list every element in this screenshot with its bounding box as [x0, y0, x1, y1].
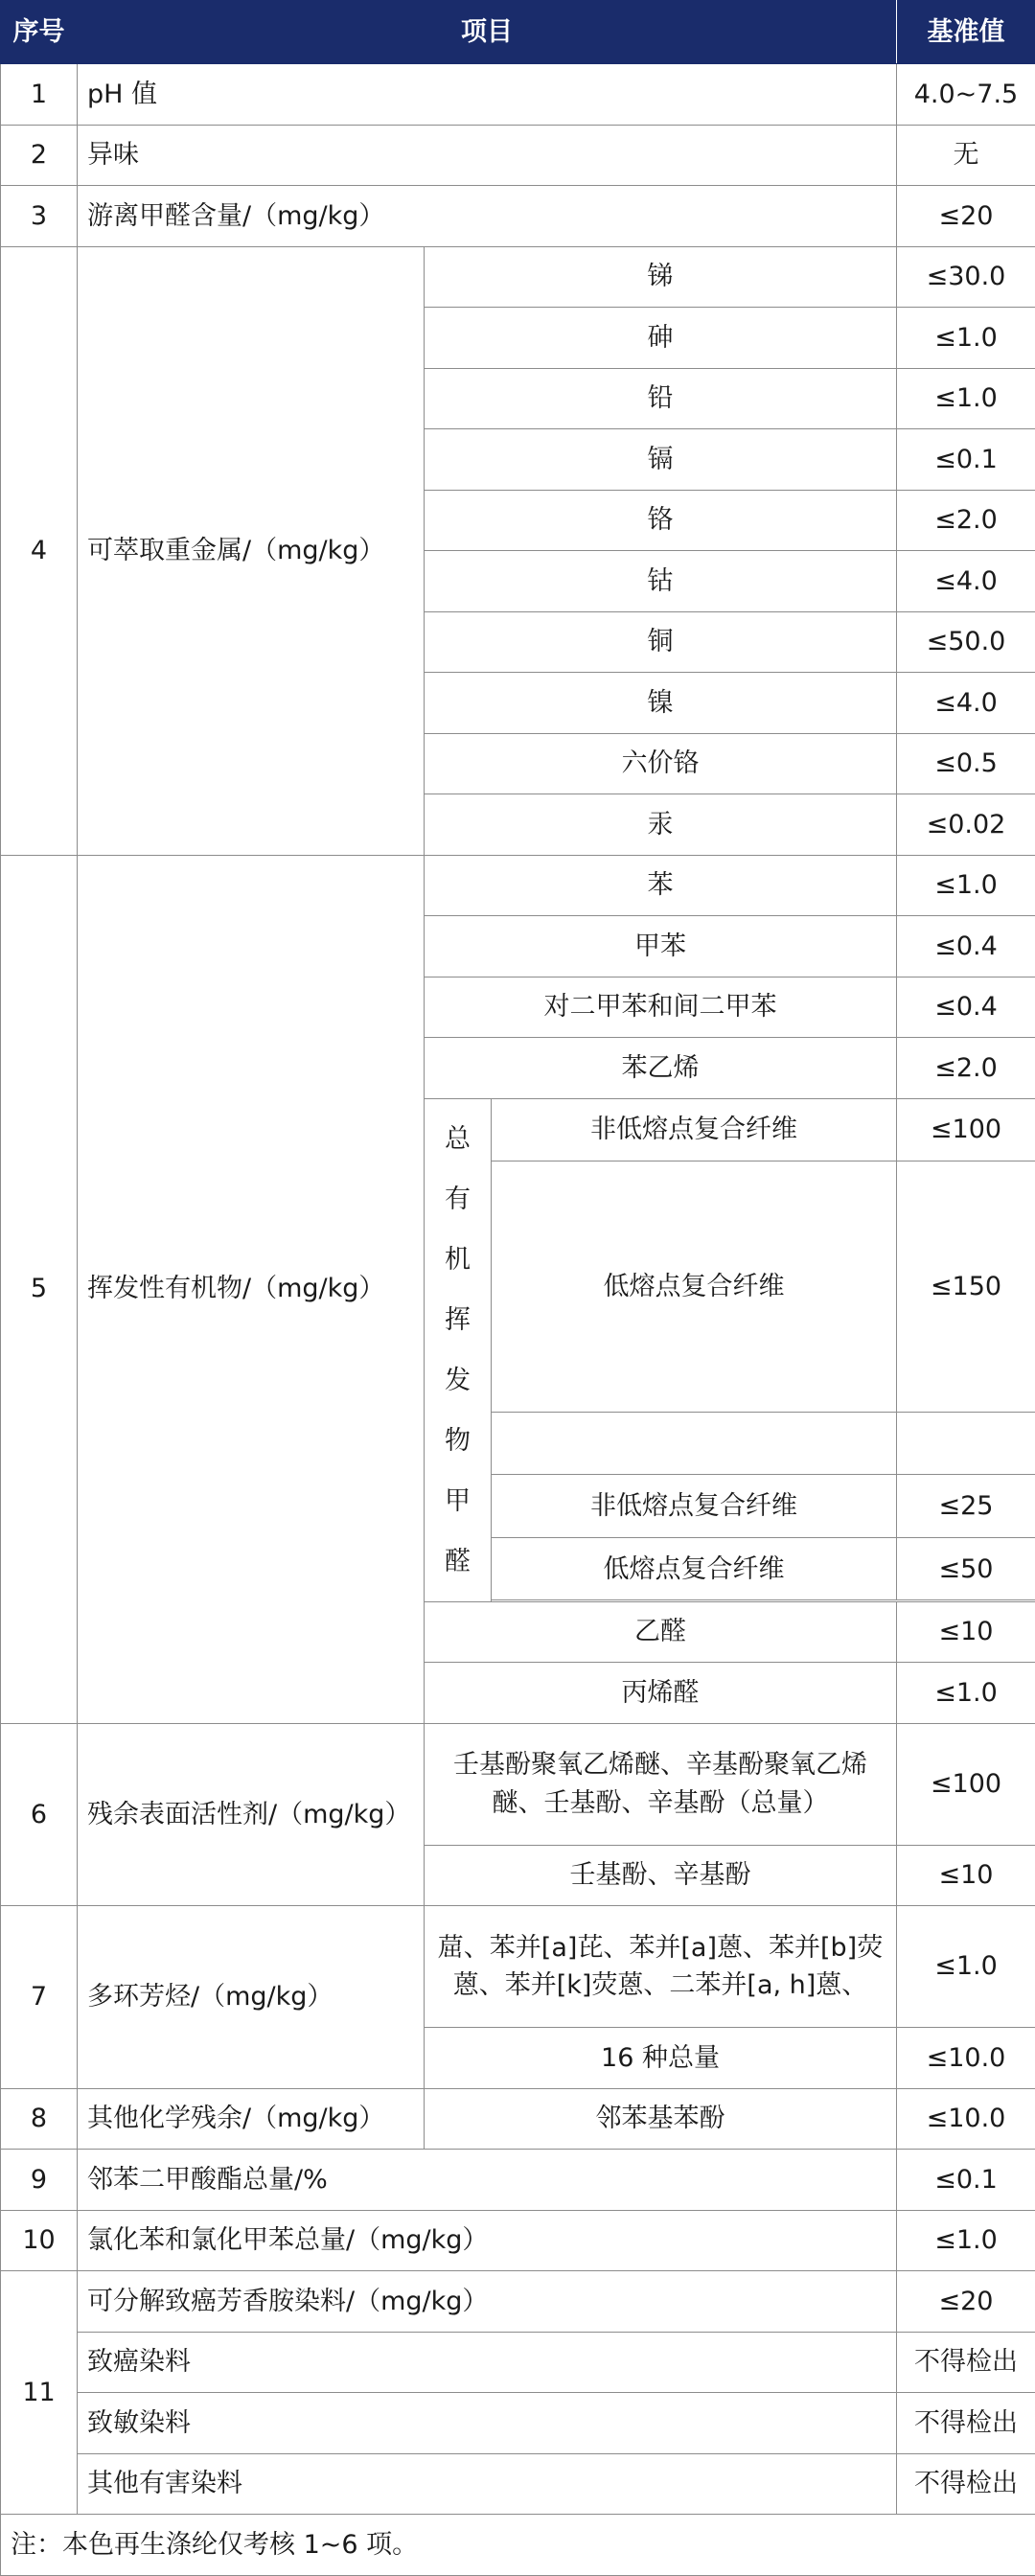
row-no: 4	[1, 246, 78, 855]
group-char: 有	[434, 1169, 481, 1230]
row-no: 6	[1, 1723, 78, 1906]
table-row	[1, 2271, 1035, 2333]
group-char: 挥	[434, 1290, 481, 1350]
sub-item-multiline	[425, 1723, 897, 1845]
row-item: 多环芳烃/（mg/kg）	[78, 1906, 425, 2089]
sub-value: ≤2.0	[897, 490, 1035, 551]
sub-item: 致敏染料	[78, 2393, 897, 2454]
row-no: 5	[1, 855, 78, 1723]
sub-item-line: 壬基酚聚氧乙烯醚、辛基酚聚氧乙烯	[434, 1746, 886, 1783]
group-char: 物	[434, 1411, 481, 1471]
sub-item: 丙烯醛	[425, 1663, 897, 1724]
sub-value: ≤20	[897, 2271, 1035, 2333]
row-item: 可萃取重金属/（mg/kg）	[78, 246, 425, 855]
row-value: 4.0~7.5	[897, 64, 1035, 126]
sub-value: 不得检出	[897, 2332, 1035, 2393]
sub-item: 铜	[425, 611, 897, 673]
row-item: 其他化学残余/（mg/kg）	[78, 2088, 425, 2150]
sub-item: 镉	[425, 429, 897, 491]
table-row	[1, 246, 1035, 308]
row-item: 挥发性有机物/（mg/kg）	[78, 855, 425, 1723]
row-item: 氯化苯和氯化甲苯总量/（mg/kg）	[78, 2210, 897, 2271]
sub-value: ≤100	[897, 1098, 1035, 1161]
group-char: 甲	[434, 1471, 481, 1531]
row-item: 残余表面活性剂/（mg/kg）	[78, 1723, 425, 1906]
sub-item-line: 蒽、苯并[k]荧蒽、二苯并[a, h]蒽、	[434, 1966, 886, 2004]
sub-item: 六价铬	[425, 733, 897, 794]
sub-value: ≤4.0	[897, 673, 1035, 734]
sub-item: 低熔点复合纤维	[492, 1537, 897, 1599]
sub-value: ≤30.0	[897, 246, 1035, 308]
sub-item: 铬	[425, 490, 897, 551]
row-no: 11	[1, 2271, 78, 2515]
sub-value: 不得检出	[897, 2393, 1035, 2454]
sub-value: ≤1.0	[897, 308, 1035, 369]
row-no: 3	[1, 186, 78, 247]
sub-value: ≤0.4	[897, 977, 1035, 1038]
sub-value: ≤0.4	[897, 916, 1035, 978]
sub-value: ≤10	[897, 1601, 1035, 1663]
group-char: 醛	[434, 1531, 481, 1592]
table-row	[1, 2150, 1035, 2211]
sub-value: ≤0.02	[897, 794, 1035, 856]
sub-item: 非低熔点复合纤维	[492, 1475, 897, 1537]
sub-value: ≤1.0	[897, 368, 1035, 429]
sub-value: ≤1.0	[897, 855, 1035, 916]
sub-item: 锑	[425, 246, 897, 308]
row-item: 邻苯二甲酸酯总量/%	[78, 2150, 897, 2211]
sub-value: 不得检出	[897, 2453, 1035, 2515]
sub-item: 甲苯	[425, 916, 897, 978]
sub-item: 镍	[425, 673, 897, 734]
sub-value: ≤2.0	[897, 1038, 1035, 1099]
row-value: ≤1.0	[897, 2210, 1035, 2271]
row-no: 2	[1, 125, 78, 186]
sub-value-empty	[897, 1412, 1035, 1474]
group-char: 总	[434, 1109, 481, 1169]
sub-item: 钴	[425, 551, 897, 612]
sub-item: 铅	[425, 368, 897, 429]
row-item: pH 值	[78, 64, 897, 126]
table-row	[1, 2332, 1035, 2393]
sub-item: 汞	[425, 794, 897, 856]
table-row	[1, 855, 1035, 916]
sub-item-empty	[492, 1412, 897, 1474]
row-no: 10	[1, 2210, 78, 2271]
row-no: 7	[1, 1906, 78, 2089]
table-row	[1, 64, 1035, 126]
sub-value: ≤1.0	[897, 1663, 1035, 1724]
group-char: 发	[434, 1350, 481, 1411]
group-char: 机	[434, 1230, 481, 1290]
sub-item: 16 种总量	[425, 2028, 897, 2089]
sub-value: ≤50.0	[897, 611, 1035, 673]
sub-item: 壬基酚、辛基酚	[425, 1845, 897, 1906]
table-row	[1, 186, 1035, 247]
sub-value: ≤10.0	[897, 2028, 1035, 2089]
sub-item: 苯	[425, 855, 897, 916]
sub-item: 低熔点复合纤维	[492, 1161, 897, 1412]
sub-item: 乙醛	[425, 1601, 897, 1663]
sub-item: 苯乙烯	[425, 1038, 897, 1099]
header-no: 序号	[1, 1, 78, 64]
sub-value: ≤0.1	[897, 429, 1035, 491]
row-no: 1	[1, 64, 78, 126]
sub-item: 非低熔点复合纤维	[492, 1098, 897, 1161]
table-row	[1, 2393, 1035, 2454]
row-no: 9	[1, 2150, 78, 2211]
row-item: 异味	[78, 125, 897, 186]
table-row	[1, 1906, 1035, 2028]
table-note: 注：本色再生涤纶仅考核 1~6 项。	[1, 2515, 1035, 2576]
sub-value: ≤4.0	[897, 551, 1035, 612]
sub-item: 对二甲苯和间二甲苯	[425, 977, 897, 1038]
group-label-vertical	[425, 1098, 492, 1601]
sub-item-multiline	[425, 1906, 897, 2028]
sub-item-line: 䓛、苯并[a]芘、苯并[a]蒽、苯并[b]荧	[434, 1929, 886, 1966]
sub-value: ≤25	[897, 1475, 1035, 1537]
row-no: 8	[1, 2088, 78, 2150]
header-item: 项目	[78, 1, 897, 64]
sub-item-line: 醚、壬基酚、辛基酚（总量）	[434, 1784, 886, 1822]
sub-item: 其他有害染料	[78, 2453, 897, 2515]
table-row	[1, 2210, 1035, 2271]
sub-item: 致癌染料	[78, 2332, 897, 2393]
sub-value: ≤10	[897, 1845, 1035, 1906]
header-value: 基准值	[897, 1, 1035, 64]
row-value: ≤20	[897, 186, 1035, 247]
sub-value: ≤0.5	[897, 733, 1035, 794]
sub-item: 可分解致癌芳香胺染料/（mg/kg）	[78, 2271, 897, 2333]
table-row	[1, 125, 1035, 186]
sub-item: 砷	[425, 308, 897, 369]
table-row	[1, 2453, 1035, 2515]
row-item: 游离甲醛含量/（mg/kg）	[78, 186, 897, 247]
sub-value: ≤150	[897, 1161, 1035, 1412]
sub-value: ≤1.0	[897, 1906, 1035, 2028]
row-value: ≤10.0	[897, 2088, 1035, 2150]
sub-value: ≤100	[897, 1723, 1035, 1845]
row-value: 无	[897, 125, 1035, 186]
table-row	[1, 1723, 1035, 1845]
sub-item: 邻苯基苯酚	[425, 2088, 897, 2150]
sub-value: ≤50	[897, 1537, 1035, 1599]
row-value: ≤0.1	[897, 2150, 1035, 2211]
table-row	[1, 2088, 1035, 2150]
table-header-row	[1, 1, 1035, 64]
